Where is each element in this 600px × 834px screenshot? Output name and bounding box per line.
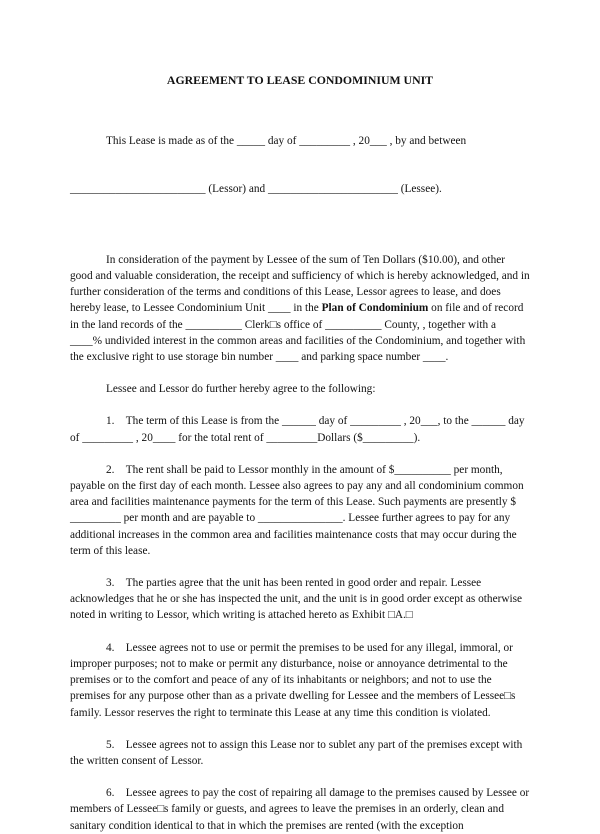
intro-paragraph [70,100,530,230]
clause-text: Lessee agrees not to use or permit the premises to be used for any illegal, immoral, or improper purposes; not to make or permit any disturbance, noise or annoyance detrimental to the premises or to the comfort and peace of any of its inhabitants or neighbors; and not to use the premises for any purpose other than as a private dwelling for Lessee and the members of Lessee□s family. Lessor reserves the right to terminate this Lease at any time this condition is violated. [70,641,519,719]
consideration-paragraph [70,252,533,365]
intro-line-1: This Lease is made as of the _____ day of _________ , 20___ , by and between [106,134,467,147]
clause-text: Lessee agrees not to assign this Lease nor to sublet any part of the premises except with the written consent of Lessor. [70,738,526,767]
clause-number: 6. [106,787,115,800]
clause-number: 5. [106,738,115,751]
clause-5 [70,737,530,769]
agree-line: Lessee and Lessor do further hereby agree to the following: [106,383,376,396]
intro-line-2: ________________________ (Lessor) and _______________________ (Lessee). [70,183,442,196]
clause-3 [70,575,530,624]
clause-6 [70,785,533,834]
clause-text: The rent shall be paid to Lessor monthly in the amount of $__________ per month, payable on the first day of each month. Lessee also agrees to pay any and all condominium common area and facilities maintenance payments for the term of this Lease. Such payments are presently $ _________ per month and are payable to _______________. Lessee further agrees to pay for any additional increases in the common area and facilities maintenance costs that may occur during the term of this lease. [70,463,527,557]
clause-number: 4. [106,641,115,654]
clause-2 [70,462,530,559]
clause-number: 2. [106,463,115,476]
consideration-bold: Plan of Condominium [321,302,429,315]
clause-1 [70,413,530,445]
document-title: AGREEMENT TO LEASE CONDOMINIUM UNIT [166,73,434,87]
clause-text: Lessee agrees to pay the cost of repairing all damage to the premises caused by Lessee or members of Lessee□s family or guests, and agrees to leave the premises in an orderly, clean and sanitary condition identical to that in which the premises are rented (with the exception [70,787,533,832]
clause-number: 1. [106,415,115,428]
clause-number: 3. [106,577,115,590]
clause-text: The parties agree that the unit has been rented in good order and repair. Lessee acknowledges that he or she has inspected the unit, and the unit is in good order except as otherwise noted in writing to Lessor, which writing is attached hereto as Exhibit □A.□ [70,577,525,622]
consideration-text-a: In consideration of the payment by Lessee of the sum of Ten Dollars ($10.00), and other good and valuable consideration, the receipt and sufficiency of which is hereby acknowledged, and in further consideration of the terms and conditions of this Lease, Lessor agrees to lease, and does hereby lease, to Lessee Condominium Unit ____ in the [70,253,533,315]
consideration-text-b: on file and of record in the land records of the __________ Clerk□s office of __________ County, , together with a ____% undivided interest in the common areas and facilities of the Condominium, and together with the exclusive right to use storage bin number ____ and parking space number ____. [70,302,529,364]
clause-4 [70,640,530,721]
clause-text: The term of this Lease is from the ______ day of _________ , 20___, to the ______ day of _________ , 20____ for the total rent of _________Dollars ($_________). [70,415,528,444]
